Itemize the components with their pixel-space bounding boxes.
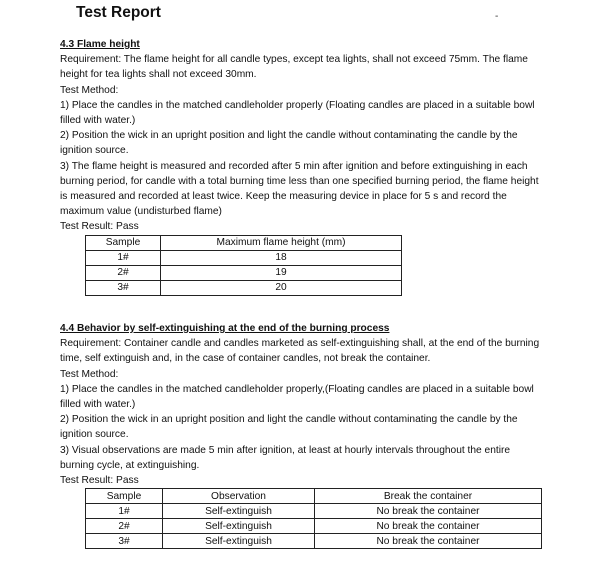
table-cell: 1# [86,504,163,519]
table-row [86,534,542,549]
table-cell: No break the container [315,504,542,519]
table-row [86,265,402,280]
flame-height-table [85,235,402,296]
table-cell: 1# [86,250,161,265]
table-cell: 20 [161,280,402,295]
method-step: 3) Visual observations are made 5 min after ignition, at least at hourly intervals throughout the entire burning cycle, at extinguishing. [60,444,511,471]
header-mark: - [495,11,499,22]
table-header-row [86,489,542,504]
table-cell: 18 [161,250,402,265]
method-label: Test Method: [60,84,119,96]
table-cell: Self-extinguish [163,504,315,519]
test-result: Test Result: Pass [60,221,139,233]
table-row [86,250,402,265]
method-step: 2) Position the wick in an upright position and light the candle without contaminating the candle by the ignition source. [60,414,518,441]
self-extinguish-table [85,488,542,549]
section-heading: 4.4 Behavior by self-extinguishing at the end of the burning process [60,323,390,334]
table-cell: 2# [86,265,161,280]
table-cell: 19 [161,265,402,280]
column-header: Sample [86,235,161,250]
column-header: Maximum flame height (mm) [161,235,402,250]
section-heading: 4.3 Flame height [60,39,140,50]
table-cell: No break the container [315,519,542,534]
method-label: Test Method: [60,368,119,380]
section-flame-height [60,37,544,296]
table-cell: 2# [86,519,163,534]
column-header: Observation [163,489,315,504]
test-result: Test Result: Pass [60,475,139,487]
table-row [86,519,542,534]
method-step: 1) Place the candles in the matched candleholder properly (Floating candles are placed in a suitable bowl filled with water.) [60,99,535,127]
table-row [86,280,402,295]
table-cell: No break the container [315,534,542,549]
method-step: 2) Position the wick in an upright position and light the candle without contaminating the candle by the ignition source. [60,130,518,157]
table-cell: Self-extinguish [163,534,315,549]
requirement-text: Requirement: Container candle and candles marketed as self-extinguishing shall, at the end of the burning time, self extinguish and, in the case of container candles, not break the container. [60,338,540,365]
table-header-row [86,235,402,250]
requirement-text: Requirement: The flame height for all candle types, except tea lights, shall not exceed 75mm. The flame height for tea lights shall not exceed 30mm. [60,54,528,81]
section-self-extinguishing [60,321,544,549]
table-cell: Self-extinguish [163,519,315,534]
table-cell: 3# [86,534,163,549]
table-row [86,504,542,519]
table-cell: 3# [86,280,161,295]
column-header: Sample [86,489,163,504]
column-header: Break the container [315,489,542,504]
method-step: 1) Place the candles in the matched candleholder properly,(Floating candles are placed in a suitable bowl filled with water.) [60,383,534,411]
method-step: 3) The flame height is measured and recorded after 5 min after ignition and before extinguishing in each burning period, for candle with a total burning time less than one specified burning period, the flame height is measured and recorded at least twice. Keep the measuring device in place for 5 s and record the maximum value (undisturbed flame) [60,160,539,218]
page-title: Test Report [76,4,161,21]
